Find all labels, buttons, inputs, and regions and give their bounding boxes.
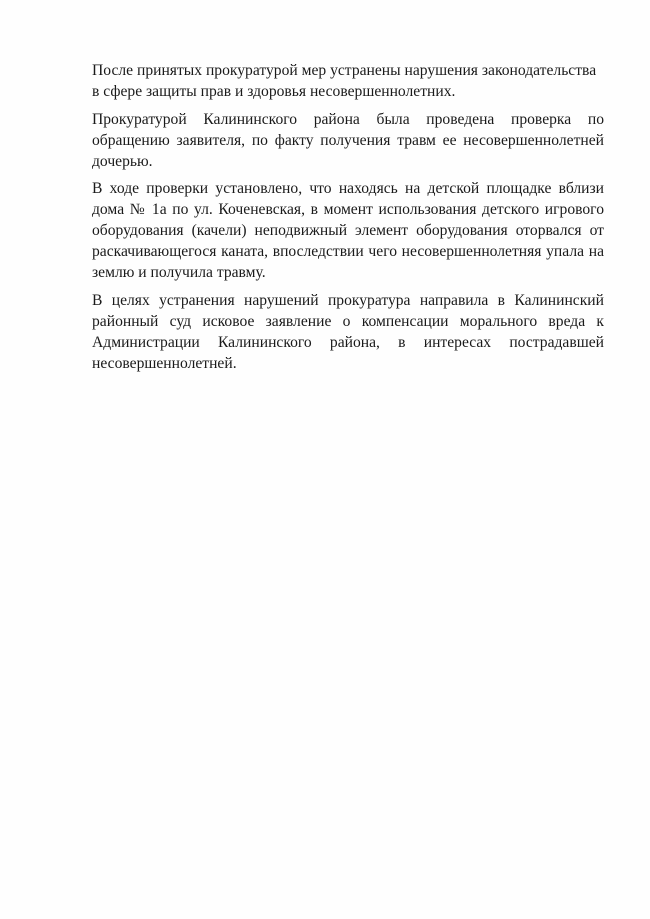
paragraph-inspection-conducted: Прокуратурой Калининского района была проведена проверка по обращению заявителя, по факту получения травм ее несовершеннолетней дочерью. <box>92 110 604 170</box>
paragraph-lawsuit-filed: В целях устранения нарушений прокуратура направила в Калининский районный суд исковое заявление о компенсации морального вреда к Администрации Калининского района, в интересах пострадавшей несовершеннолетней. <box>92 291 604 372</box>
document-body <box>92 60 604 380</box>
paragraph-inspection-findings: В ходе проверки установлено, что находясь на детской площадке вблизи дома № 1а по ул. Коченевская, в момент использования детского игрового оборудования (качели) неподвижный элемент оборудования оторвался от раскачивающегося каната, впоследствии чего несовершеннолетняя упала на землю и получила травму. <box>92 180 604 281</box>
paragraph-violations-eliminated: После принятых прокуратурой мер устранены нарушения законодательства в сфере защиты прав и здоровья несовершеннолетних. <box>92 62 597 100</box>
